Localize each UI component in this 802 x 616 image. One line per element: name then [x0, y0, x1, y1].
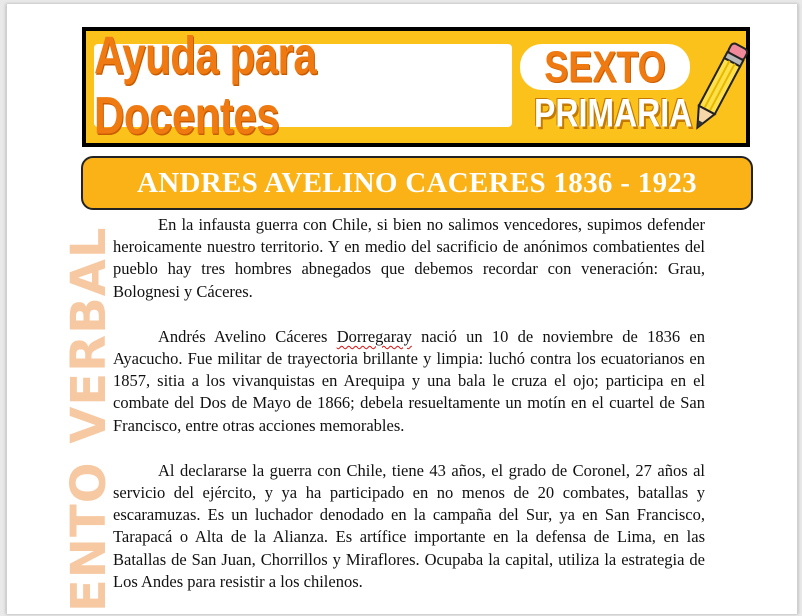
- grade-box: [520, 41, 690, 91]
- paragraph-2-start: Andrés Avelino Cáceres: [158, 326, 337, 346]
- grade-text: SEXTO: [544, 41, 666, 91]
- header-banner: [82, 27, 750, 147]
- document-body: [113, 214, 705, 616]
- title-bar: [81, 156, 753, 210]
- paragraph-1: En la infausta guerra con Chile, si bien no salimos vencedores, supimos defender heroicamente nuestro territorio. Y en medio del sacrificio de anónimos combatientes del pueblo hay tres hombres abnegados que debemos recordar con veneración: Grau, Bolognesi y Cáceres.: [113, 215, 705, 301]
- side-watermark-text: ENTO VERBAL: [61, 226, 117, 612]
- level-text: PRIMARIA: [534, 90, 693, 136]
- brand-box: [94, 25, 512, 145]
- paragraph-2-end: nació un 10 de noviembre de 1836 en Ayacucho. Fue militar de trayectoria brillante y limpia: luchó contra los ecuatorianos en 1857, sitia a los vivanquistas en Arequipa y una bala le cruza el ojo; participa en el combate del Dos de Mayo de 1866; debela resueltamente un motín en el cuartel de San Francisco, entre otras acciones memorables.: [113, 326, 705, 435]
- document-page: [6, 4, 798, 614]
- page-title: ANDRES AVELINO CACERES 1836 - 1923: [137, 166, 697, 199]
- spellcheck-flagged-word[interactable]: Dorregaray: [336, 326, 412, 346]
- header-banner-inner: [86, 25, 746, 145]
- paragraph-2: [113, 326, 705, 437]
- side-watermark: [3, 226, 117, 612]
- brand-text: Ayuda para Docentes: [94, 25, 317, 145]
- pencil-icon: [692, 35, 746, 139]
- paragraph-3: Al declararse la guerra con Chile, tiene 43 años, el grado de Coronel, 27 años al servicio del ejército, y ya ha participado en no menos de 20 combates, batallas y escaramuzas. Es un luchador denodado en la campaña del Sur, ya en San Francisco, Tarapacá o Alta de la Alianza. Es artífice importante en la defensa de Lima, en las Batallas de San Juan, Chorrillos y Miraflores. Ocupaba la capital, utiliza la estrategia de Los Andes para resistir a los chilenos.: [113, 460, 705, 591]
